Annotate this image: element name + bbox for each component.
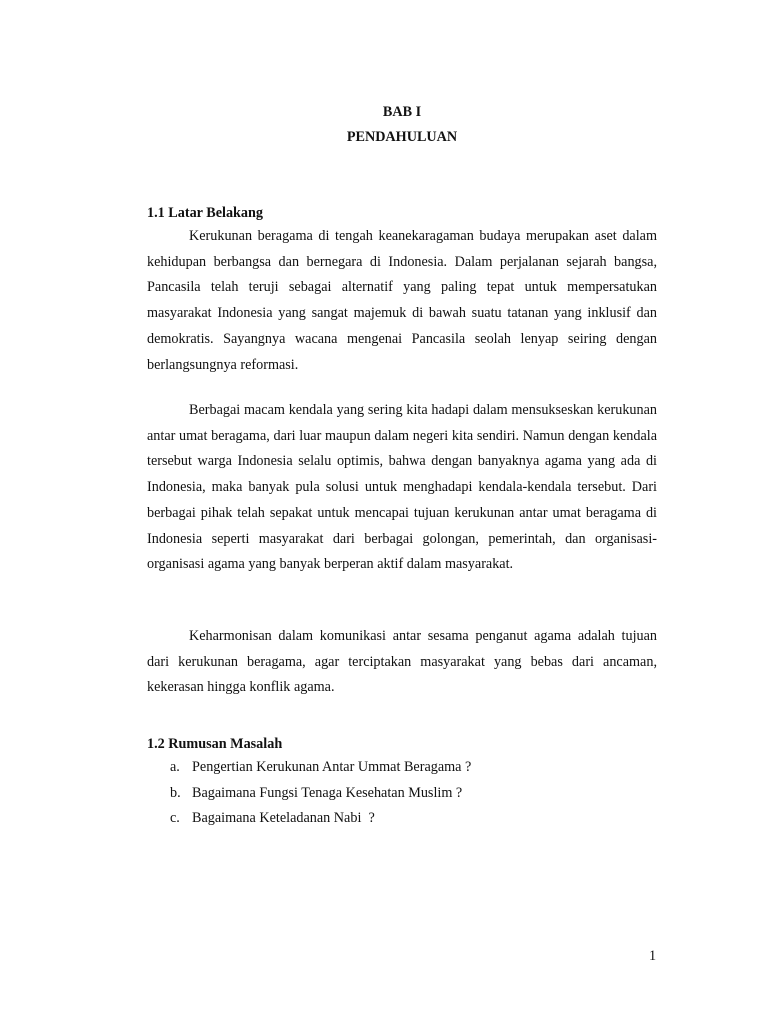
- list-item: [147, 755, 471, 781]
- list-item-text: Bagaimana Keteladanan Nabi ?: [192, 810, 375, 827]
- paragraph: Kerukunan beragama di tengah keanekaragaman budaya merupakan aset dalam kehidupan berbangsa dan bernegara di Indonesia. Dalam perjalanan sejarah bangsa, Pancasila telah teruji sebagai alternatif yang paling tepat untuk mempersatukan masyarakat Indonesia yang sangat majemuk di bawah suatu tatanan yang inklusif dan demokratis. Sayangnya wacana mengenai Pancasila seolah lenyap seiring dengan berlangsungnya reformasi.: [147, 228, 657, 373]
- list-item-text: Bagaimana Fungsi Tenaga Kesehatan Muslim ?: [192, 784, 463, 801]
- list-marker: a.: [170, 759, 180, 775]
- chapter-title: PENDAHULUAN: [346, 129, 458, 145]
- list-item-text: Pengertian Kerukunan Antar Ummat Beragama ?: [192, 759, 472, 775]
- list-marker: b.: [170, 784, 181, 801]
- list-item: [147, 781, 471, 807]
- list-item: [147, 806, 471, 832]
- page-number: 1: [649, 948, 657, 964]
- section-heading-latar-belakang: 1.1 Latar Belakang: [147, 205, 264, 221]
- problem-list: [147, 755, 471, 832]
- paragraph: Keharmonisan dalam komunikasi antar sesama penganut agama adalah tujuan dari kerukunan beragama, agar terciptakan masyarakat yang bebas dari ancaman, kekerasan hingga konflik agama.: [147, 628, 657, 696]
- section-heading-rumusan-masalah: 1.2 Rumusan Masalah: [147, 736, 283, 752]
- chapter-number: BAB I: [382, 104, 422, 120]
- list-marker: c.: [170, 810, 180, 827]
- paragraph: Berbagai macam kendala yang sering kita hadapi dalam mensukseskan kerukunan antar umat beragama, dari luar maupun dalam negeri kita sendiri. Namun dengan kendala tersebut warga Indonesia selalu optimis, bahwa dengan banyaknya agama yang ada di Indonesia, maka banyak pula solusi untuk menghadapi kendala-kendala tersebut. Dari berbagai pihak telah sepakat untuk mencapai tujuan kerukunan antar umat beragama di Indonesia seperti masyarakat dari berbagai golongan, pemerintah, dan organisasi-organisasi agama yang banyak berperan aktif dalam masyarakat.: [147, 402, 657, 573]
